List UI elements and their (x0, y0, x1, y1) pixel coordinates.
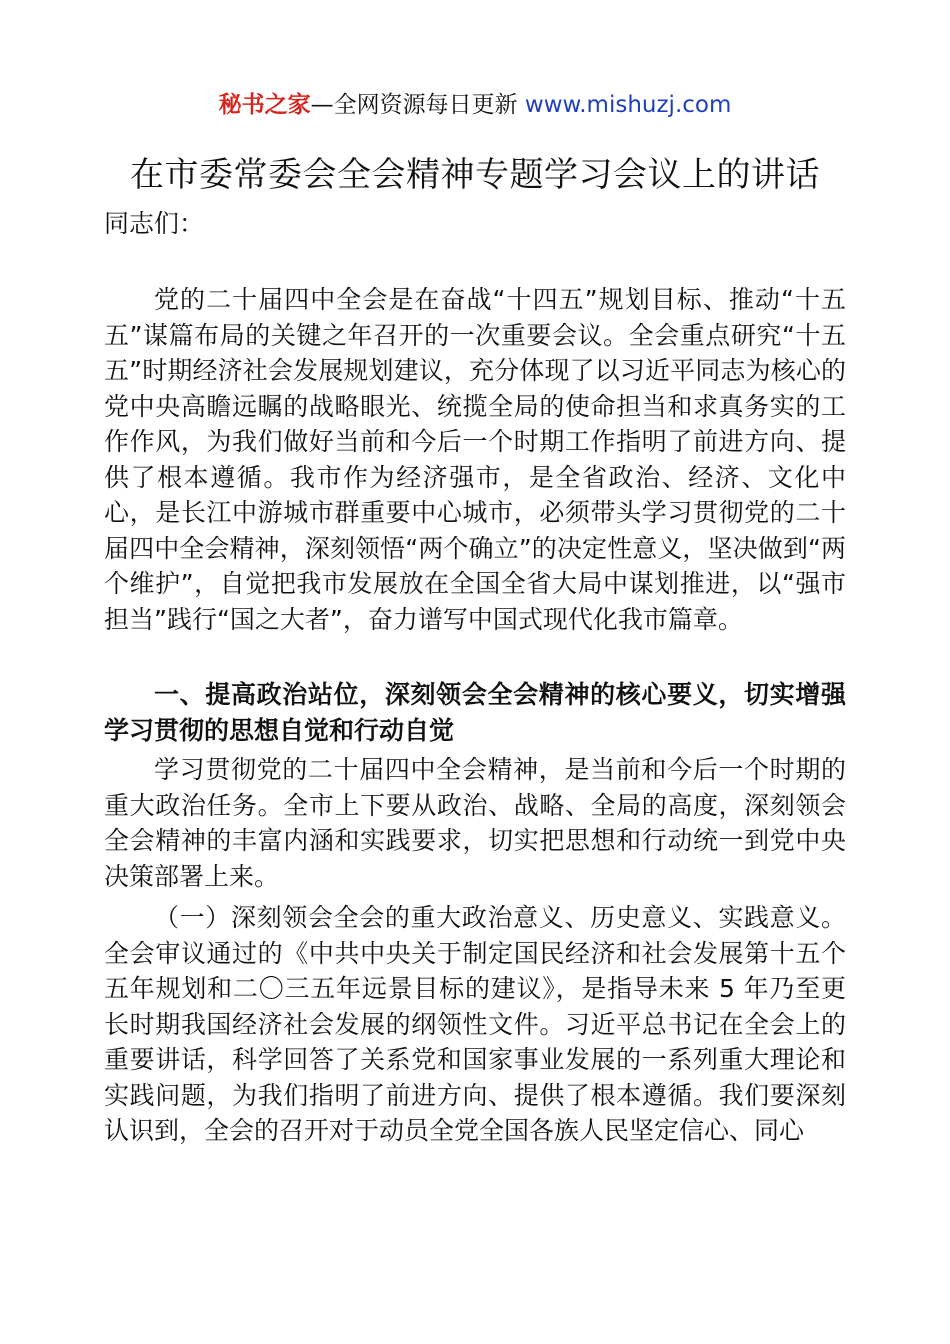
paragraph-subsection-1: （一）深刻领会全会的重大政治意义、历史意义、实践意义。全会审议通过的《中共中央关于制定国民经济和社会发展第十五个五年规划和二〇三五年远景目标的建议》，是指导未来 5 年乃至更长时期我国经济社会发展的纲领性文件。习近平总书记在全会上的重要讲话，科学回答了关系党和国家事业发展的一系列重大理论和实践问题，为我们指明了前进方向、提供了根本遵循。我们要深刻认识到，全会的召开对于动员全党全国各族人民坚定信心、同心 (104, 903, 846, 1145)
paragraph-intro: 党的二十届四中全会是在奋战“十四五”规划目标、推动“十五五”谋篇布局的关键之年召开的一次重要会议。全会重点研究“十五五”时期经济社会发展规划建议，充分体现了以习近平同志为核心的党中央高瞻远瞩的战略眼光、统揽全局的使命担当和求真务实的工作作风，为我们做好当前和今后一个时期工作指明了前进方向、提供了根本遵循。我市作为经济强市，是全省政治、经济、文化中心，是长江中游城市群重要中心城市，必须带头学习贯彻党的二十届四中全会精神，深刻领悟“两个确立”的决定性意义，坚决做到“两个维护”，自觉把我市发展放在全国全省大局中谋划推进，以“强市担当”践行“国之大者”，奋力谱写中国式现代化我市篇章。 (104, 285, 846, 634)
site-slogan: —全网资源每日更新 (310, 92, 525, 118)
section-heading-1: 一、提高政治站位，深刻领会全会精神的核心要义，切实增强学习贯彻的思想自觉和行动自觉 (104, 680, 846, 745)
site-header (0, 88, 950, 122)
salutation: 同志们： (104, 209, 205, 238)
site-url-link[interactable]: www.mishuzj.com (524, 92, 732, 118)
site-name: 秘书之家 (218, 92, 311, 118)
document-title: 在市委常委会全会精神专题学习会议上的讲话 (130, 155, 820, 195)
paragraph-section-1: 学习贯彻党的二十届四中全会精神，是当前和今后一个时期的重大政治任务。全市上下要从政治、战略、全局的高度，深刻领会全会精神的丰富内涵和实践要求，切实把思想和行动统一到党中央决策部署上来。 (104, 755, 846, 891)
